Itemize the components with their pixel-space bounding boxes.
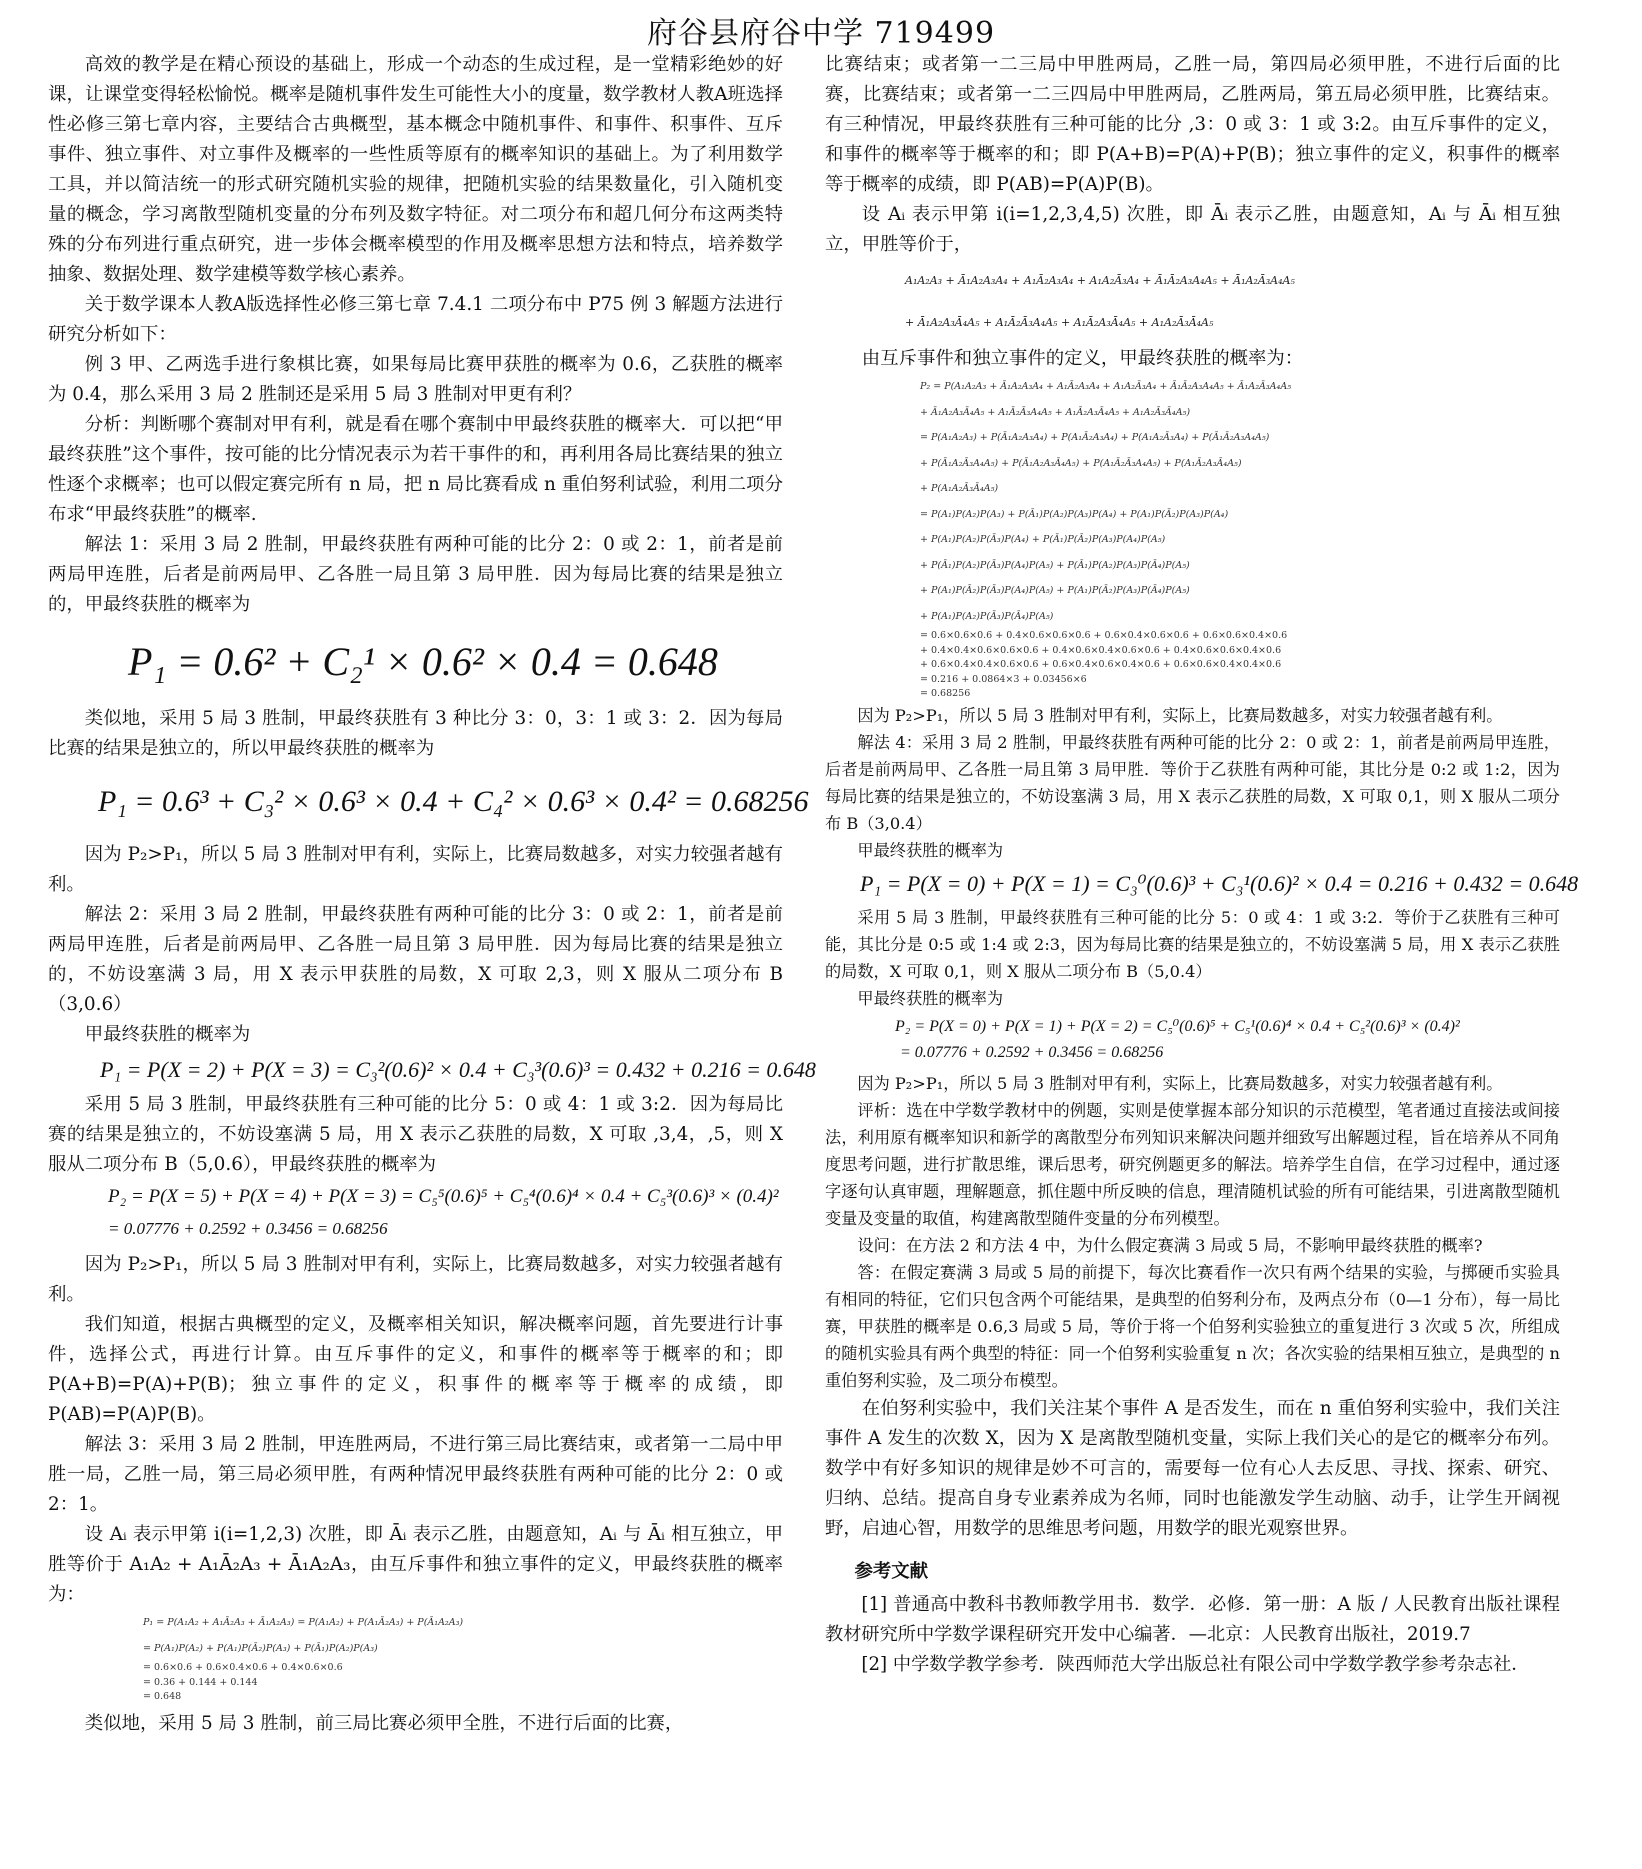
p2-derivation-line1: P₂ = P(A₁A₂A₃ + Ā₁A₂A₃A₄ + A₁Ā₂A₃A₄ + A₁A₂Ā₃A₄ + Ā₁Ā₂A₃A₄A₅ + Ā₁A₂Ā₃A₄A₅ <box>920 381 1292 392</box>
method-3-conclusion: 因为 P₂>P₁，所以 5 局 3 胜制对甲有利，实际上，比赛局数越多，对实力较强者越有利。 <box>857 705 1503 725</box>
question-paragraph: 设问：在方法 2 和方法 4 中，为什么假定赛满 3 局或 5 局，不影响甲最终获胜的概率? <box>857 1235 1483 1255</box>
p2-numeric-line2: + 0.4×0.4×0.6×0.6×0.6 + 0.4×0.6×0.4×0.6×0.6 + 0.4×0.6×0.6×0.4×0.6 <box>920 644 1282 656</box>
event-sum-line2: + Ā₁A₂A₃Ā₄A₅ + A₁Ā₂Ā₃A₄A₅ + A₁Ā₂A₃Ā₄A₅ + A₁A₂Ā₃Ā₄A₅ <box>905 316 1214 329</box>
p2-derivation-line6: = P(A₁)P(A₂)P(A₃) + P(Ā₁)P(A₂)P(A₃)P(A₄) + P(A₁)P(Ā₂)P(A₃)P(A₄) <box>920 508 1229 520</box>
formula-p2-method2-line1: P₂ = P(X = 5) + P(X = 4) + P(X = 3) = C₅⁵(0.6)⁵ + C₅⁴(0.6)⁴ × 0.4 + C₅³(0.6)³ × (0.4)² <box>108 1186 779 1207</box>
right-column <box>825 50 1579 1680</box>
answer-paragraph: 答：在假定赛满 3 局或 5 局的前提下，每次比赛看作一次只有两个结果的实验，与掷硬币实验具有相同的特征，它们只包含两个可能结果，是典型的伯努利分布，及两点分布（0—1 分布），每一局比赛，甲获胜的概率是 0.6,3 局或 5 局，等价于将一个伯努利实验独立的重复进行 3 次或 5 次，所组成的随机实验具有两个典型的特征：同一个伯努利实验重复 n 次；各次实验的结果相互独立，是典型的 n 重伯努利实验，及二项分布模型。 <box>825 1262 1560 1390</box>
method-4-label: 甲最终获胜的概率为 <box>857 840 1004 860</box>
example-3-problem: 例 3 甲、乙两选手进行象棋比赛，如果每局比赛甲获胜的概率为 0.6，乙获胜的概率为 0.4，那么采用 3 局 2 胜制还是采用 5 局 3 胜制对甲更有利？ <box>48 354 783 405</box>
conclusion-paragraph-2: 因为 P₂>P₁，所以 5 局 3 胜制对甲有利，实际上，比赛局数越多，对实力较强者越有利。 <box>48 1254 783 1305</box>
method-3-derivation-line3: = 0.6×0.6 + 0.6×0.4×0.6 + 0.4×0.6×0.6 <box>143 1662 343 1673</box>
p2-numeric-line5: = 0.68256 <box>920 688 971 699</box>
method-3-derivation-line1: P₁ = P(A₁A₂ + A₁Ā₂A₃ + Ā₁A₂A₃) = P(A₁A₂) + P(A₁Ā₂A₃) + P(Ā₁A₂A₃) <box>143 1617 464 1628</box>
method-1-paragraph: 解法 1：采用 3 局 2 胜制，甲最终获胜有两种可能的比分 2：0 或 2：1，前者是前两局甲连胜，后者是前两局甲、乙各胜一局且第 3 局甲胜．因为每局比赛的结果是独立的，甲最终获胜的概率为 <box>48 534 783 615</box>
method-3-events-paragraph: 设 Aᵢ 表示甲第 i(i=1,2,3) 次胜，即 Āᵢ 表示乙胜，由题意知，Aᵢ 与 Āᵢ 相互独立，甲胜等价于 A₁A₂ + A₁Ā₂A₃ + Ā₁A₂A₃，由互斥事件和独立事件的定义，甲最终获胜的概率为： <box>48 1524 783 1605</box>
reference-1: [1] 普通高中教科书教师教学用书．数学．必修．第一册：A 版 / 人民教育出版社课程教材研究所中学数学课程研究开发中心编著．—北京：人民教育出版社，2019.7 <box>825 1593 1560 1645</box>
intro-paragraph: 高效的教学是在精心预设的基础上，形成一个动态的生成过程，是一堂精彩绝妙的好课，让课堂变得轻松愉悦。概率是随机事件发生可能性大小的度量，数学教材人教A班选择性必修三第七章内容，主要结合古典概型，基本概念中随机事件、和事件、积事件、互斥事件、独立事件、对立事件及概率的一些性质等原有的概率知识的基础上。为了利用数学工具，并以简洁统一的形式研究随机实验的规律，把随机实验的结果数量化，引入随机变量的概念，学习离散型随机变量的分布列及数字特征。对二项分布和超几何分布这两类特殊的分布列进行重点研究，进一步体会概率模型的作用及概率思想方法和特点，培养数学抽象、数据处理、数学建模等数学核心素养。 <box>48 54 783 285</box>
method-4-label-2: 甲最终获胜的概率为 <box>857 988 1004 1008</box>
event-sum-line1: A₁A₂A₃ + Ā₁A₂A₃A₄ + A₁Ā₂A₃A₄ + A₁A₂Ā₃A₄ + Ā₁Ā₂A₃A₄A₅ + Ā₁A₂Ā₃A₄A₅ <box>905 274 1295 287</box>
method-3-derivation-line4: = 0.36 + 0.144 + 0.144 <box>143 1676 258 1688</box>
method-3-derivation-line2: = P(A₁)P(A₂) + P(A₁)P(Ā₂)P(A₃) + P(Ā₁)P(A₂)P(A₃) <box>143 1642 378 1654</box>
reference-2: [2] 中学数学教学参考．陕西师范大学出版总社有限公司中学数学教学参考杂志社． <box>861 1653 1530 1675</box>
probability-rules-paragraph: 我们知道，根据古典概型的定义，及概率相关知识，解决概率问题，首先要进行计事件，选择公式，再进行计算。由互斥事件的定义，和事件的概率等于概率的和；即 P(A+B)=P(A)+P(B)；独立事件的定义，积事件的概率等于概率的成绩，即 P(AB)=P(A)P(B)。 <box>48 1314 783 1425</box>
method-3-probability-label: 由互斥事件和独立事件的定义，甲最终获胜的概率为： <box>861 348 1304 369</box>
method-4-conclusion: 因为 P₂>P₁，所以 5 局 3 胜制对甲有利，实际上，比赛局数越多，对实力较强者越有利。 <box>857 1073 1503 1093</box>
method-4-five-games: 采用 5 局 3 胜制，甲最终获胜有三种可能的比分 5：0 或 4：1 或 3:2．等价于乙获胜有三种可能，其比分是 0:5 或 1:4 或 2:3，因为每局比赛的结果是独立的，不妨设塞满 5 局，用 X 表示乙获胜的局数，X 可取 0,1，则 X 服从二项分布 B（5,0.4） <box>825 907 1560 981</box>
textbook-reference-paragraph: 关于数学课本人教A版选择性必修三第七章 7.4.1 二项分布中 P75 例 3 解题方法进行研究分析如下： <box>48 294 783 345</box>
formula-p2-method1: P₁ = 0.6³ + C₃² × 0.6³ × 0.4 + C₄² × 0.6³ × 0.4² = 0.68256 <box>98 785 809 818</box>
conclusion-paragraph: 因为 P₂>P₁，所以 5 局 3 胜制对甲有利，实际上，比赛局数越多，对实力较强者越有利。 <box>48 844 783 895</box>
analysis-paragraph: 分析：判断哪个赛制对甲有利，就是看在哪个赛制中甲最终获胜的概率大．可以把“甲最终获胜”这个事件，按可能的比分情况表示为若干事件的和，再利用各局比赛结果的独立性逐个求概率；也可以假定赛完所有 n 局，把 n 局比赛看成 n 重伯努利试验，利用二项分布求“甲最终获胜”的概率. <box>48 414 783 525</box>
left-column <box>48 50 816 1739</box>
method-3-five-games-start: 类似地，采用 5 局 3 胜制，前三局比赛必须甲全胜，不进行后面的比赛， <box>84 1712 684 1734</box>
references-title: 参考文献 <box>854 1560 929 1582</box>
closing-paragraph: 在伯努利实验中，我们关注某个事件 A 是否发生，而在 n 重伯努利实验中，我们关注事件 A 发生的次数 X，因为 X 是离散型随机变量，实际上我们关心的是它的概率分布列。数学中有好多知识的规律是妙不可言的，需要每一位有心人去反思、寻找、探索、研究、归纳、总结。提高自身专业素养成为名师，同时也能激发学生动脑、动手，让学生开阔视野，启迪心智，用数学的思维思考问题，用数学的眼光观察世界。 <box>825 1397 1560 1539</box>
p2-derivation-line8: + P(Ā₁)P(A₂)P(Ā₃)P(A₄)P(A₅) + P(Ā₁)P(A₂)P(A₃)P(Ā₄)P(A₅) <box>920 559 1190 571</box>
p2-derivation-line3: = P(A₁A₂A₃) + P(Ā₁A₂A₃A₄) + P(A₁Ā₂A₃A₄) + P(A₁A₂Ā₃A₄) + P(Ā₁Ā₂A₃A₄A₅) <box>920 432 1270 443</box>
formula-p2-method4-line2: = 0.07776 + 0.2592 + 0.3456 = 0.68256 <box>900 1043 1164 1061</box>
final-win-probability-label: 甲最终获胜的概率为 <box>84 1024 251 1045</box>
method-2-paragraph: 解法 2：采用 3 局 2 胜制，甲最终获胜有两种可能的比分 3：0 或 2：1，前者是前两局甲连胜，后者是前两局甲、乙各胜一局且第 3 局甲胜．因为每局比赛的结果是独立的，不妨设塞满 3 局，用 X 表示甲获胜的局数，X 可取 2,3，则 X 服从二项分布 B（3,0.6） <box>48 904 783 1015</box>
method-3-five-games-cont: 比赛结束；或者第一二三局中甲胜两局，乙胜一局，第四局必须甲胜，不进行后面的比赛，比赛结束；或者第一二三四局中甲胜两局，乙胜两局，第五局必须甲胜，比赛结束。有三种情况，甲最终获胜有三种可能的比分 ,3：0 或 3：1 或 3:2。由互斥事件的定义，和事件的概率等于概率的和；即 P(A+B)=P(A)+P(B)；独立事件的定义，积事件的概率等于概率的成绩，即 P(AB)=P(A)P(B)。 <box>825 54 1560 195</box>
formula-p2-method2-line2: = 0.07776 + 0.2592 + 0.3456 = 0.68256 <box>108 1219 388 1238</box>
formula-p1-method4: P₁ = P(X = 0) + P(X = 1) = C₃⁰(0.6)³ + C₃¹(0.6)² × 0.4 = 0.216 + 0.432 = 0.648 <box>860 870 1579 896</box>
p2-numeric-line1: = 0.6×0.6×0.6 + 0.4×0.6×0.6×0.6 + 0.6×0.4×0.6×0.6 + 0.6×0.6×0.4×0.6 <box>920 630 1288 641</box>
commentary-paragraph: 评析：选在中学数学教材中的例题，实则是使掌握本部分知识的示范模型，笔者通过直接法或间接法，利用原有概率知识和新学的离散型分布列知识来解决问题并细致写出解题过程，旨在培养从不同角度思考问题，进行扩散思维，课后思考，研究例题更多的解法。培养学生自信，在学习过程中，通过逐字逐句认真审题，理解题意，抓住题中所反映的信息，理清随机试验的所有可能结果，引进离散型随机变量及变量的取值，构建离散型随件变量的分布列模型。 <box>825 1100 1560 1228</box>
formula-p2-method4-line1: P₂ = P(X = 0) + P(X = 1) + P(X = 2) = C₅⁰(0.6)⁵ + C₅¹(0.6)⁴ × 0.4 + C₅²(0.6)³ × (0.4)² <box>895 1017 1460 1035</box>
method-4-paragraph: 解法 4：采用 3 局 2 胜制，甲最终获胜有两种可能的比分 2：0 或 2：1，前者是前两局甲连胜，后者是前两局甲、乙各胜一局且第 3 局甲胜．等价于乙获胜有两种可能，其比分是 0:2 或 1:2，因为每局比赛的结果是独立的，不妨设塞满 3 局，用 X 表示乙获胜的局数，X 可取 0,1，则 X 服从二项分布 B（3,0.4） <box>825 732 1560 833</box>
p2-numeric-line3: + 0.6×0.4×0.4×0.6×0.6 + 0.6×0.4×0.6×0.4×0.6 + 0.6×0.6×0.4×0.4×0.6 <box>920 659 1282 670</box>
p2-derivation-line4: + P(Ā₁A₂Ā₃A₄A₅) + P(Ā₁A₂A₃Ā₄A₅) + P(A₁Ā₂Ā₃A₄A₅) + P(A₁Ā₂A₃Ā₄A₅) <box>920 457 1242 469</box>
p2-numeric-line4: = 0.216 + 0.0864×3 + 0.03456×6 <box>920 673 1087 685</box>
method-3-events-five: 设 Aᵢ 表示甲第 i(i=1,2,3,4,5) 次胜，即 Āᵢ 表示乙胜，由题意知，Aᵢ 与 Āᵢ 相互独立，甲胜等价于， <box>825 204 1560 255</box>
method-3-derivation-line5: = 0.648 <box>143 1691 182 1702</box>
page-header: 府谷县府谷中学 719499 <box>646 16 996 51</box>
p2-derivation-line5: + P(A₁A₂Ā₃Ā₄A₅) <box>920 483 999 494</box>
method-2-five-games: 采用 5 局 3 胜制，甲最终获胜有三种可能的比分 5：0 或 4：1 或 3:2．因为每局比赛的结果是独立的，不妨设塞满 5 局，用 X 表示乙获胜的局数，X 可取 ,3,4，,5，则 X 服从二项分布 B（5,0.6），甲最终获胜的概率为 <box>48 1094 783 1175</box>
p2-derivation-line2: + Ā₁A₂A₃Ā₄A₅ + A₁Ā₂Ā₃A₄A₅ + A₁Ā₂A₃Ā₄A₅ + A₁A₂Ā₃Ā₄A₅) <box>920 406 1191 418</box>
p2-derivation-line7: + P(A₁)P(A₂)P(Ā₃)P(A₄) + P(Ā₁)P(Ā₂)P(A₃)P(A₄)P(A₅) <box>920 534 1166 545</box>
formula-p1-method2: P₁ = P(X = 2) + P(X = 3) = C₃²(0.6)² × 0.4 + C₃³(0.6)³ = 0.432 + 0.216 = 0.648 <box>100 1057 816 1082</box>
method-3-paragraph: 解法 3：采用 3 局 2 胜制，甲连胜两局，不进行第三局比赛结束，或者第一二局中甲胜一局，乙胜一局，第三局必须甲胜，有两种情况甲最终获胜有两种可能的比分 2：0 或 2：1。 <box>48 1434 783 1515</box>
method-1-five-games: 类似地，采用 5 局 3 胜制，甲最终获胜有 3 种比分 3：0，3：1 或 3：2．因为每局比赛的结果是独立的，所以甲最终获胜的概率为 <box>48 708 783 759</box>
p2-derivation-line10: + P(A₁)P(A₂)P(Ā₃)P(Ā₄)P(A₅) <box>920 610 1054 622</box>
formula-p1-method1: P₁ = 0.6² + C₂¹ × 0.6² × 0.4 = 0.648 <box>128 639 718 684</box>
p2-derivation-line9: + P(A₁)P(Ā₂)P(Ā₃)P(A₄)P(A₅) + P(A₁)P(Ā₂)P(A₃)P(Ā₄)P(A₅) <box>920 585 1190 596</box>
